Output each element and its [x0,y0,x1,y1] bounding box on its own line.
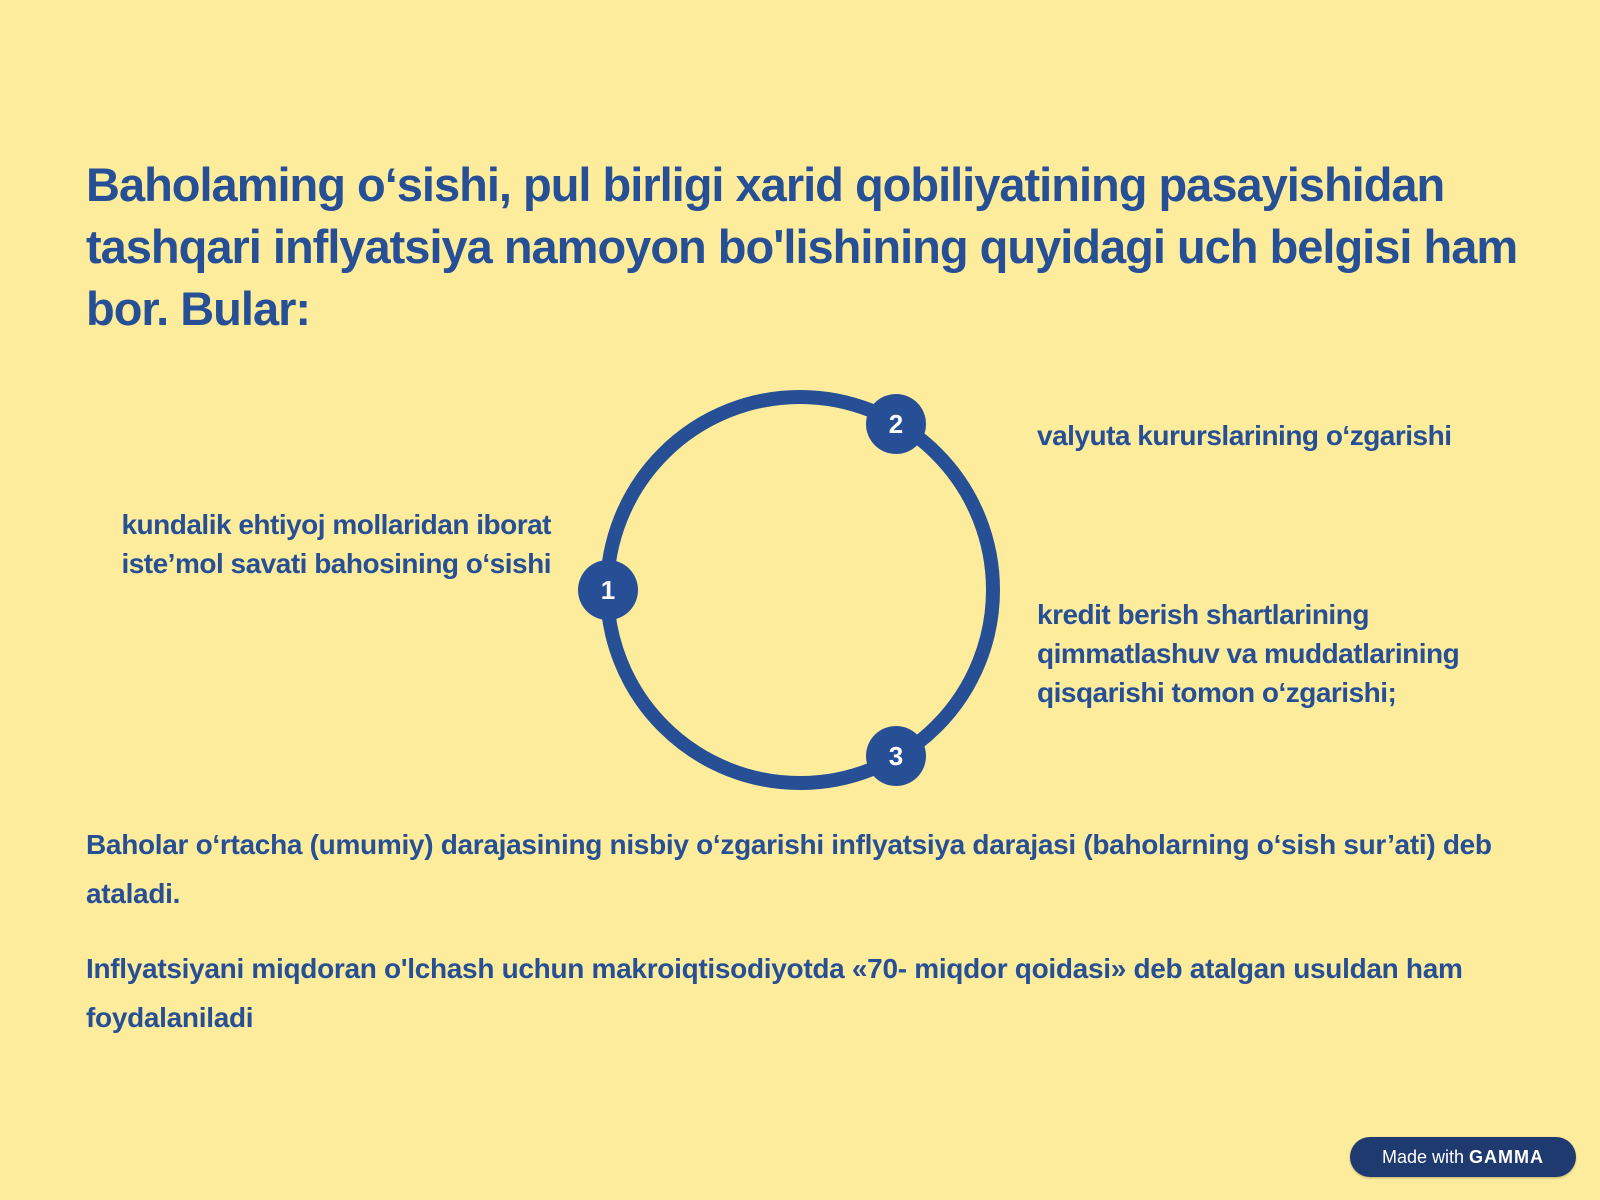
node-number-2: 2 [888,409,904,439]
cycle-node-2 [866,394,926,454]
cycle-node-3 [866,726,926,786]
cycle-item-1-label: kundalik ehtiyoj mollaridan iborat iste’mol savati bahosining o‘sishi [121,509,551,579]
cycle-item-2-label: valyuta kururslarining o‘zgarishi [1037,420,1452,451]
paragraph-rule-of-70: Inflyatsiyani miqdoran o'lchash uchun makroiqtisodiyotda «70- miqdor qoidasi» deb atalgan usuldan ham foydalaniladi [86,953,1463,1033]
cycle-ring [607,397,993,783]
made-with-gamma-badge[interactable] [1350,1137,1576,1177]
badge-prefix: Made with [1381,1147,1470,1167]
cycle-node-1 [578,560,638,620]
paragraph-inflation-rate: Baholar o‘rtacha (umumiy) darajasining nisbiy o‘zgarishi inflyatsiya darajasi (baholarning o‘sish sur’ati) deb ataladi. [86,829,1492,909]
node-number-3: 3 [888,741,904,771]
cycle-item-3-label: kredit berish shartlarining qimmatlashuv va muddatlarining qisqarishi tomon o‘zgarishi; [1037,599,1460,708]
gamma-logo: GAMMA [1469,1147,1545,1167]
slide-title: Baholaming o‘sishi, pul birligi xarid qobiliyatining pasayishidan tashqari inflyatsiya namoyon bo'lishining quyidagi uch belgisi ham bor. Bular: [86,158,1518,335]
node-number-1: 1 [600,575,616,605]
